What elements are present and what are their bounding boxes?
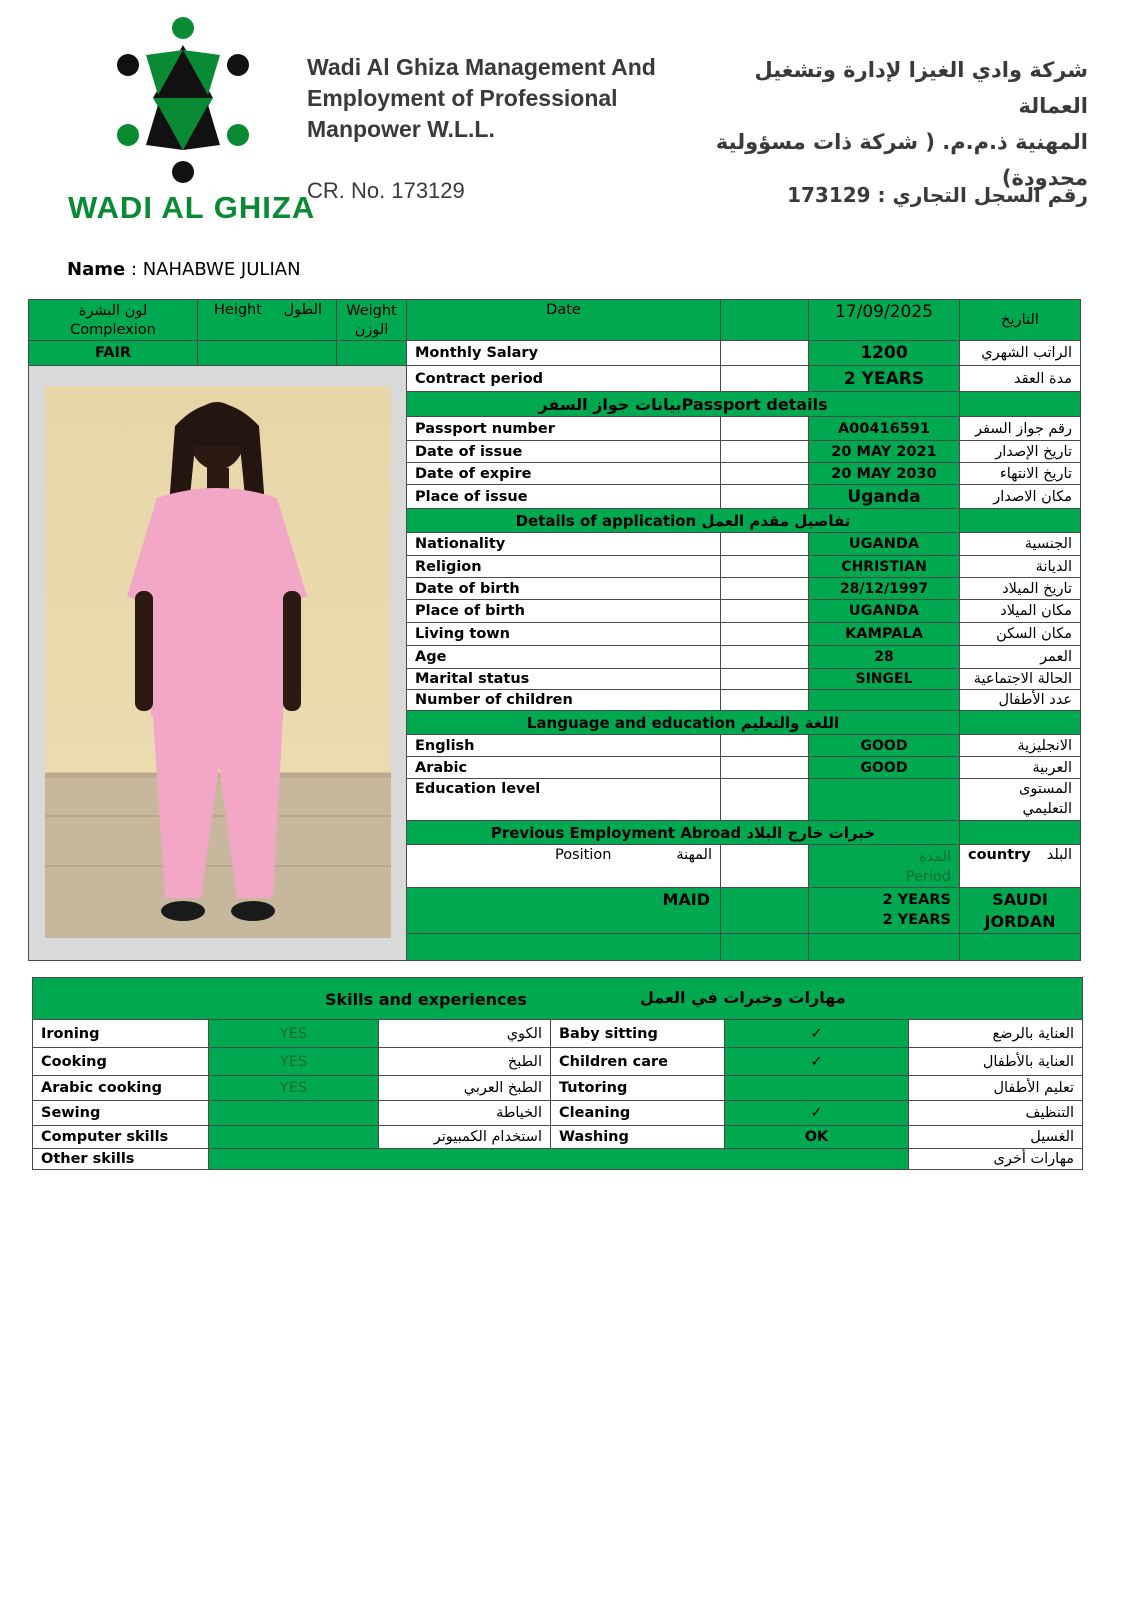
empty-row-cell <box>407 934 721 961</box>
other-skills-value <box>209 1149 909 1170</box>
place-of-issue-label: Place of issue <box>407 485 721 509</box>
row-spacer <box>721 556 809 578</box>
row-spacer <box>721 463 809 485</box>
height-label-ar: الطول <box>283 302 322 318</box>
height-header <box>198 300 337 341</box>
place-of-birth-label: Place of birth <box>407 600 721 623</box>
place-of-issue-value: Uganda <box>809 485 960 509</box>
company-name-en-line3: Manpower W.L.L. <box>307 116 495 142</box>
applicant-details-table <box>28 299 1081 961</box>
date-value: 17/09/2025 <box>809 300 960 341</box>
person-figure-icon <box>45 386 391 938</box>
row-spacer <box>721 485 809 509</box>
date-of-birth-value: 28/12/1997 <box>809 578 960 600</box>
skill-children-care-label: Children care <box>551 1048 725 1076</box>
age-value: 28 <box>809 646 960 669</box>
arabic-value: GOOD <box>809 757 960 779</box>
date-of-issue-value: 20 MAY 2021 <box>809 441 960 463</box>
skills-title-row <box>33 978 1083 1020</box>
date-spacer <box>721 300 809 341</box>
skill-baby-sitting-check-icon: ✓ <box>725 1020 909 1048</box>
position-header <box>407 845 721 888</box>
company-name-en <box>307 52 667 145</box>
applicant-name: NAHABWE JULIAN <box>142 259 301 280</box>
date-of-expire-label-ar: تاريخ الانتهاء <box>960 463 1081 485</box>
company-name-ar-line1: شركة وادي الغيزا لإدارة وتشغيل العمالة <box>754 58 1088 118</box>
row-label: Contract period <box>407 366 721 392</box>
row-label: Monthly Salary <box>407 341 721 366</box>
nationality-label-ar: الجنسية <box>960 533 1081 556</box>
company-name-ar-line2: المهنية ذ.م.م. ( شركة ذات مسؤولية <box>715 130 1088 154</box>
english-label-ar: الانجليزية <box>960 735 1081 757</box>
skill-sewing-value <box>209 1101 379 1126</box>
row-spacer <box>721 757 809 779</box>
date-label: Date <box>407 300 721 341</box>
religion-label: Religion <box>407 556 721 578</box>
skill-tutoring-label: Tutoring <box>551 1076 725 1101</box>
age-label-ar: العمر <box>960 646 1081 669</box>
skill-cooking-label: Cooking <box>33 1048 209 1076</box>
section-spacer <box>960 821 1081 845</box>
children-label-ar: عدد الأطفال <box>960 690 1081 711</box>
company-logo <box>108 10 258 190</box>
other-skills-label: Other skills <box>33 1149 209 1170</box>
applicant-photo-frame <box>29 366 407 961</box>
religion-value: CHRISTIAN <box>809 556 960 578</box>
passport-number-label: Passport number <box>407 417 721 441</box>
empty-row-cell <box>721 934 809 961</box>
weight-label-ar: الوزن <box>354 322 389 338</box>
skills-table <box>32 977 1083 1170</box>
row-spacer <box>721 845 809 888</box>
company-name-ar <box>708 52 1088 196</box>
period-label-en: Period <box>905 869 951 885</box>
skill-children-care-label-ar: العناية بالأطفال <box>909 1048 1083 1076</box>
row-spacer <box>721 441 809 463</box>
date-of-issue-label-ar: تاريخ الإصدار <box>960 441 1081 463</box>
position-value: MAID <box>407 888 721 934</box>
other-skills-label-ar: مهارات أخرى <box>909 1149 1083 1170</box>
nationality-label: Nationality <box>407 533 721 556</box>
row-spacer <box>721 341 809 366</box>
nationality-value: UGANDA <box>809 533 960 556</box>
row-label-ar: الراتب الشهري <box>960 341 1081 366</box>
period-value-2: 2 YEARS <box>882 912 951 928</box>
passport-section-title: بيانات جواز السفرPassport details <box>407 392 960 417</box>
marital-status-label-ar: الحالة الاجتماعية <box>960 669 1081 690</box>
skill-cooking-value: YES <box>209 1048 379 1076</box>
education-level-label: Education level <box>407 779 721 821</box>
weight-header <box>337 300 407 341</box>
place-of-birth-value: UGANDA <box>809 600 960 623</box>
empty-row-cell <box>960 934 1081 961</box>
section-spacer <box>960 509 1081 533</box>
skill-cooking-label-ar: الطبخ <box>379 1048 551 1076</box>
row-label-ar: مدة العقد <box>960 366 1081 392</box>
english-label: English <box>407 735 721 757</box>
section-spacer <box>960 711 1081 735</box>
position-label-ar: المهنة <box>676 847 712 863</box>
weight-value <box>337 341 407 366</box>
company-name-ar-line3: محدودة) <box>1001 166 1088 190</box>
employment-section-title: Previous Employment Abroad خبرات خارج البلاد <box>407 821 960 845</box>
position-label-en: Position <box>555 847 612 863</box>
english-value: GOOD <box>809 735 960 757</box>
company-name-en-line2: Employment of Professional <box>307 85 618 111</box>
skill-sewing-label: Sewing <box>33 1101 209 1126</box>
cr-number-en: CR. No. 173129 <box>307 178 465 203</box>
skill-washing-label: Washing <box>551 1126 725 1149</box>
skill-computer-label-ar: استخدام الكمبيوتر <box>379 1126 551 1149</box>
country-value-2: JORDAN <box>984 912 1056 931</box>
complexion-label-en: Complexion <box>70 322 156 338</box>
passport-number-value: A00416591 <box>809 417 960 441</box>
skill-tutoring-label-ar: تعليم الأطفال <box>909 1076 1083 1101</box>
age-label: Age <box>407 646 721 669</box>
period-values <box>809 888 960 934</box>
skills-title-ar: مهارات وخبرات في العمل <box>640 988 846 1007</box>
height-value <box>198 341 337 366</box>
skill-washing-value: OK <box>725 1126 909 1149</box>
company-name-en-line1: Wadi Al Ghiza Management And <box>307 54 656 80</box>
country-value-1: SAUDI <box>992 890 1048 909</box>
skill-children-care-check-icon: ✓ <box>725 1048 909 1076</box>
row-spacer <box>721 888 809 934</box>
row-spacer <box>721 690 809 711</box>
brand-wordmark: WADI AL GHIZA <box>68 190 316 225</box>
date-label-ar: التاريخ <box>960 300 1081 341</box>
row-spacer <box>721 779 809 821</box>
skill-tutoring-value <box>725 1076 909 1101</box>
row-spacer <box>721 669 809 690</box>
skill-arabic-cooking-value: YES <box>209 1076 379 1101</box>
section-spacer <box>960 392 1081 417</box>
date-of-expire-label: Date of expire <box>407 463 721 485</box>
country-values <box>960 888 1081 934</box>
education-level-label-ar: المستوى التعليمي <box>960 779 1081 821</box>
skill-ironing-value: YES <box>209 1020 379 1048</box>
skill-arabic-cooking-label-ar: الطبخ العربي <box>379 1076 551 1101</box>
living-town-label: Living town <box>407 623 721 646</box>
skill-arabic-cooking-label: Arabic cooking <box>33 1076 209 1101</box>
row-spacer <box>721 623 809 646</box>
row-spacer <box>721 735 809 757</box>
row-spacer <box>721 578 809 600</box>
period-header <box>809 845 960 888</box>
empty-row-cell <box>809 934 960 961</box>
skill-ironing-label-ar: الكوي <box>379 1020 551 1048</box>
skill-washing-label-ar: الغسيل <box>909 1126 1083 1149</box>
row-spacer <box>721 366 809 392</box>
row-spacer <box>721 533 809 556</box>
name-separator: : <box>125 259 143 280</box>
marital-status-value: SINGEL <box>809 669 960 690</box>
applicant-name-line <box>67 259 301 280</box>
row-spacer <box>721 600 809 623</box>
skill-cleaning-label-ar: التنظيف <box>909 1101 1083 1126</box>
period-label-ar: المدة <box>918 849 951 865</box>
skill-computer-value <box>209 1126 379 1149</box>
place-of-issue-label-ar: مكان الاصدار <box>960 485 1081 509</box>
arabic-label: Arabic <box>407 757 721 779</box>
skill-sewing-label-ar: الخياطة <box>379 1101 551 1126</box>
children-label: Number of children <box>407 690 721 711</box>
row-spacer <box>721 646 809 669</box>
complexion-label-ar: لون البشرة <box>78 303 148 319</box>
row-value: 1200 <box>809 341 960 366</box>
marital-status-label: Marital status <box>407 669 721 690</box>
passport-number-label-ar: رقم جواز السفر <box>960 417 1081 441</box>
weight-label-en: Weight <box>346 303 397 319</box>
row-spacer <box>721 417 809 441</box>
applicant-photo <box>45 386 391 938</box>
skill-baby-sitting-label: Baby sitting <box>551 1020 725 1048</box>
complexion-value: FAIR <box>29 341 198 366</box>
arabic-label-ar: العربية <box>960 757 1081 779</box>
country-label-en: country <box>968 847 1031 863</box>
living-town-label-ar: مكان السكن <box>960 623 1081 646</box>
skills-title-en: Skills and experiences <box>325 990 527 1009</box>
skill-computer-label: Computer skills <box>33 1126 209 1149</box>
skill-cleaning-check-icon: ✓ <box>725 1101 909 1126</box>
education-level-value <box>809 779 960 821</box>
country-label-ar: البلد <box>1046 847 1072 863</box>
language-section-title: Language and education اللغة والتعليم <box>407 711 960 735</box>
period-value-1: 2 YEARS <box>882 892 951 908</box>
complexion-header <box>29 300 198 341</box>
date-of-birth-label-ar: تاريخ الميلاد <box>960 578 1081 600</box>
living-town-value: KAMPALA <box>809 623 960 646</box>
date-of-expire-value: 20 MAY 2030 <box>809 463 960 485</box>
children-value <box>809 690 960 711</box>
place-of-birth-label-ar: مكان الميلاد <box>960 600 1081 623</box>
country-header <box>960 845 1081 888</box>
skill-baby-sitting-label-ar: العناية بالرضع <box>909 1020 1083 1048</box>
row-value: 2 YEARS <box>809 366 960 392</box>
religion-label-ar: الديانة <box>960 556 1081 578</box>
cr-number-ar: رقم السجل التجاري : 173129 <box>787 183 1088 207</box>
name-label: Name <box>67 259 126 280</box>
height-label-en: Height <box>214 302 262 318</box>
skill-ironing-label: Ironing <box>33 1020 209 1048</box>
date-of-issue-label: Date of issue <box>407 441 721 463</box>
application-section-title: Details of application تفاصيل مقدم العمل <box>407 509 960 533</box>
skill-cleaning-label: Cleaning <box>551 1101 725 1126</box>
date-of-birth-label: Date of birth <box>407 578 721 600</box>
